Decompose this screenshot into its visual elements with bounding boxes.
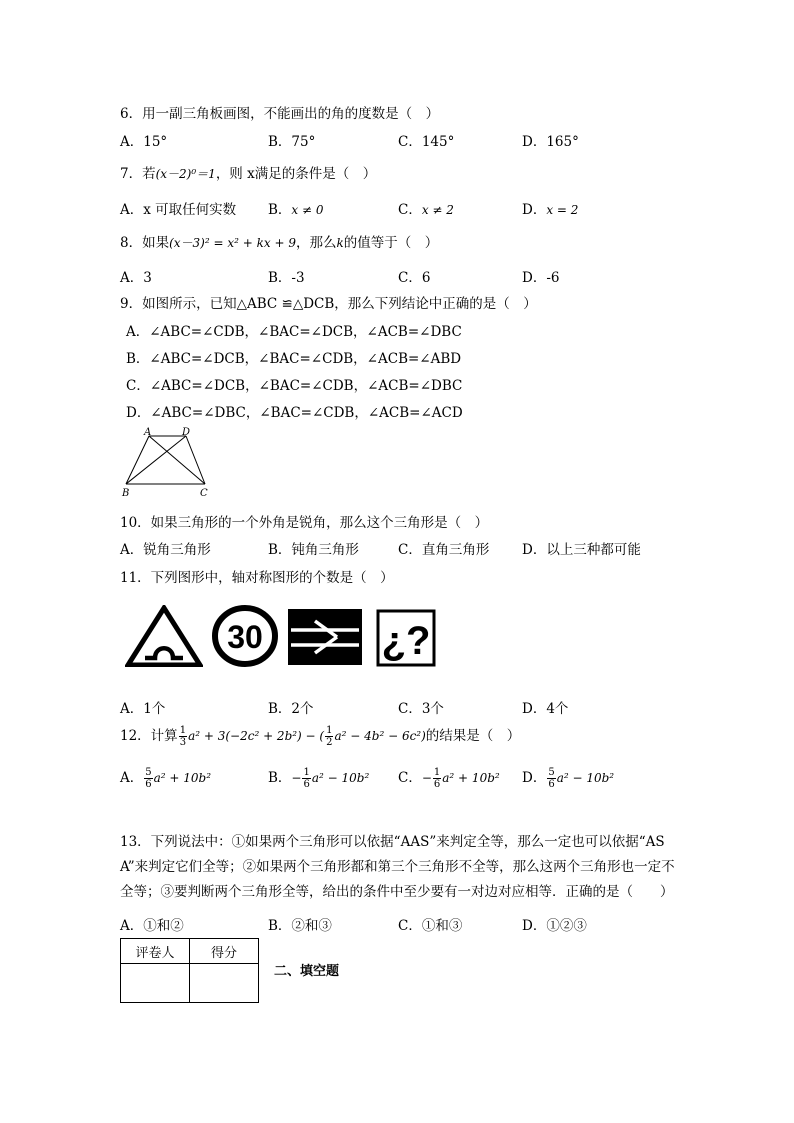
q12-expression: $\frac{1}{3}$ a² + 3(−2c² + 2b²) − ( $\frac{1}{2}$ a² − 4b² − 6c²): [179, 725, 426, 748]
question-8-stem: 8．如果(x－3)² = x² + kx + 9，那么k的值等于（ ）: [120, 235, 439, 251]
score-table: [120, 938, 259, 1003]
q6-option-a: A．15°: [120, 134, 168, 150]
q7-option-b: B．x ≠ 0: [268, 202, 324, 218]
q6-option-d: D．165°: [522, 134, 579, 150]
q13-option-a: A．①和②: [120, 918, 184, 934]
q12-option-c: C．− $\frac{1}{6}$ a² + 10b²: [398, 767, 500, 790]
question-mark-sign-icon: [372, 605, 450, 667]
railway-sign-icon: [287, 605, 365, 667]
svg-text:¿?: ¿?: [381, 619, 431, 663]
score-header: 得分: [190, 939, 259, 964]
q12-option-b: B．− $\frac{1}{6}$ a² − 10b²: [268, 767, 370, 790]
q7-option-a: A．x 可取任何实数: [120, 202, 237, 218]
figure-label-d: D: [182, 427, 191, 438]
q8-option-b: B．-3: [268, 270, 305, 286]
figure-label-b: B: [122, 488, 130, 499]
q11-option-a: A．1个: [120, 701, 166, 717]
question-9-stem: 9．如图所示，已知△ABC ≌△DCB，那么下列结论中正确的是（ ）: [120, 296, 537, 312]
q9-option-b: B．∠ABC=∠DCB，∠BAC=∠CDB，∠ACB=∠ABD: [126, 351, 462, 367]
q11-option-b: B．2个: [268, 701, 314, 717]
q9-option-d: D．∠ABC=∠DBC，∠BAC=∠CDB，∠ACB=∠ACD: [126, 405, 463, 421]
q10-option-b: B．钝角三角形: [268, 542, 359, 558]
question-7-stem: [120, 162, 376, 182]
triangle-figure: [118, 426, 218, 500]
q11-option-c: C．3个: [398, 701, 444, 717]
q8-option-a: A．3: [120, 270, 152, 286]
q9-option-c: C．∠ABC=∠DCB，∠BAC=∠CDB，∠ACB=∠DBC: [126, 378, 463, 394]
q7-expression: (x－2)⁰＝1: [155, 167, 216, 181]
q7-option-c: C．x ≠ 2: [398, 202, 454, 218]
q10-option-d: D．以上三种都可能: [522, 542, 641, 558]
q8-option-c: C．6: [398, 270, 431, 286]
figure-label-a: A: [144, 427, 152, 438]
q12-option-a: A． $\frac{5}{6}$ a² + 10b²: [120, 767, 212, 790]
bump-warning-sign-icon: [125, 605, 203, 667]
q6-option-b: B．75°: [268, 134, 316, 150]
figure-label-c: C: [200, 488, 208, 499]
question-10-stem: 10．如果三角形的一个外角是锐角，那么这个三角形是（ ）: [120, 515, 489, 531]
question-11-stem: 11．下列图形中，轴对称图形的个数是（ ）: [120, 570, 394, 586]
q7-tail: ，则 x满足的条件是（ ）: [215, 166, 377, 182]
svg-text:30: 30: [227, 619, 263, 655]
q12-option-d: D． $\frac{5}{6}$ a² − 10b²: [522, 767, 615, 790]
q11-option-d: D．4个: [522, 701, 569, 717]
reviewer-cell: [121, 964, 190, 1003]
q10-option-a: A．锐角三角形: [120, 542, 211, 558]
q7-option-d: D．x = 2: [522, 202, 579, 218]
speed-limit-30-sign-icon: [206, 605, 284, 667]
q13-option-b: B．②和③: [268, 918, 332, 934]
question-13-stem: 13．下列说法中：①如果两个三角形可以依据“AAS”来判定全等，那么一定也可以依据“ASA”来判定它们全等；②如果两个三角形都和第三个三角形不全等，那么这两个三角形也一定不全等；③要判断两个三角形全等，给出的条件中至少要有一对边对应相等．正确的是（ ）: [120, 834, 675, 900]
reviewer-header: 评卷人: [121, 939, 190, 964]
q8-expression: (x－3)² = x² + kx + 9: [169, 236, 296, 250]
q6-option-c: C．145°: [398, 134, 455, 150]
section-title: 二、填空题: [274, 964, 340, 979]
q9-option-a: A．∠ABC=∠CDB，∠BAC=∠DCB，∠ACB=∠DBC: [126, 324, 462, 340]
q7-number: 7．若: [120, 166, 156, 182]
score-cell: [190, 964, 259, 1003]
q10-option-c: C．直角三角形: [398, 542, 490, 558]
q13-option-c: C．①和③: [398, 918, 463, 934]
question-12-stem: 12．计算 $\frac{1}{3}$ a² + 3(−2c² + 2b²) − ( $\frac{1}{2}$ a² − 4b² − 6c²)的结果是（ ）: [120, 725, 521, 748]
q13-option-d: D．①②③: [522, 918, 587, 934]
q8-option-d: D．-6: [522, 270, 560, 286]
question-6-stem: 6．用一副三角板画图，不能画出的角的度数是（ ）: [120, 106, 440, 122]
